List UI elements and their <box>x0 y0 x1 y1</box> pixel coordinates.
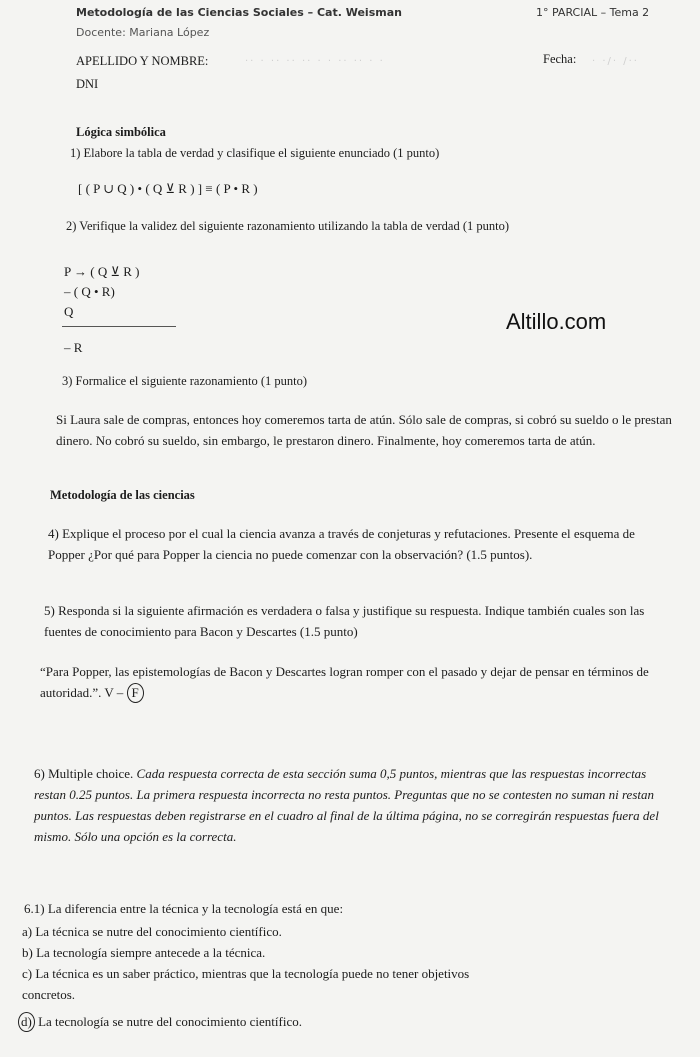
inference-line <box>62 326 176 327</box>
redacted-date: · ·/· /·· <box>592 56 639 67</box>
course-title: Metodología de las Ciencias Sociales – Cat. Weisman <box>76 6 402 19</box>
question-3: 3) Formalice el siguiente razonamiento (1 punto) <box>62 374 308 388</box>
exam-label: 1° PARCIAL – Tema 2 <box>536 6 650 19</box>
question-6 <box>34 763 670 847</box>
formula-1: [ ( P ∪ Q ) • ( Q ⊻ R ) ] ≡ ( P • R ) <box>78 181 258 196</box>
date-label: Fecha: <box>543 52 577 66</box>
option-c-line2: concretos. <box>22 987 76 1002</box>
premise-1: P → ( Q ⊻ R ) <box>64 264 140 279</box>
conclusion: – R <box>64 340 83 355</box>
answer-v: V – <box>104 685 124 700</box>
question-4: 4) Explique el proceso por el cual la ciencia avanza a través de conjeturas y refutaciones. Presente el esquema de Popper ¿Por qué para Popper la ciencia no puede comenzar con la observación? (1.5 puntos). <box>48 526 635 562</box>
premise-2: – ( Q • R) <box>64 284 115 299</box>
quote-text: “Para Popper, las epistemologías de Bacon y Descartes logran romper con el pasado y dejar de pensar en términos de autoridad.”. <box>40 664 649 700</box>
name-label: APELLIDO Y NOMBRE: <box>76 54 209 68</box>
question-2: 2) Verifique la validez del siguiente razonamiento utilizando la tabla de verdad (1 punto) <box>66 219 510 233</box>
question-6-label: 6) Multiple choice. <box>34 766 134 781</box>
redacted-name: ·· · ·· ·· ·· · · ·· ·· · · <box>245 56 385 67</box>
watermark: Altillo.com <box>506 309 607 334</box>
premise-3: Q <box>64 304 74 319</box>
section-logic-title: Lógica simbólica <box>76 125 166 139</box>
section-method-title: Metodología de las ciencias <box>50 488 195 502</box>
question-5: 5) Responda si la siguiente afirmación es verdadera o falsa y justifique su respuesta. Indique también cuales son las fuentes de conocimiento para Bacon y Descartes (1.5 punto) <box>44 603 645 639</box>
question-5-quote <box>40 661 676 703</box>
teacher-name: Docente: Mariana López <box>76 26 210 39</box>
option-d-circled-letter: d) <box>18 1012 35 1032</box>
option-c-line1: c) La técnica es un saber práctico, mientras que la tecnología puede no tener objetivos <box>22 966 470 981</box>
option-a: a) La técnica se nutre del conocimiento científico. <box>22 924 282 939</box>
question-1: 1) Elabore la tabla de verdad y clasifique el siguiente enunciado (1 punto) <box>70 146 440 160</box>
option-d <box>18 1012 302 1032</box>
option-b: b) La tecnología siempre antecede a la técnica. <box>22 945 266 960</box>
question-3-body: Si Laura sale de compras, entonces hoy comeremos tarta de atún. Sólo sale de compras, si cobró su sueldo o le prestan dinero. No cobró su sueldo, sin embargo, le prestaron dinero. Finalmente, hoy comeremos tarta de atún. <box>56 412 672 448</box>
option-d-text: La tecnología se nutre del conocimiento científico. <box>38 1014 302 1029</box>
dni-label: DNI <box>76 77 99 91</box>
question-6-1: 6.1) La diferencia entre la técnica y la tecnología está en que: <box>24 901 344 916</box>
answer-f-circled: F <box>127 683 144 703</box>
question-6-instructions: Cada respuesta correcta de esta sección suma 0,5 puntos, mientras que las respuestas incorrectas restan 0.25 puntos. La primera respuesta incorrecta no resta puntos. Preguntas que no se contesten no suman ni restan puntos. Las respuestas deben registrarse en el cuadro al final de la última página, no se corregirán respuestas fuera del mismo. Sólo una opción es la correcta. <box>34 766 659 844</box>
